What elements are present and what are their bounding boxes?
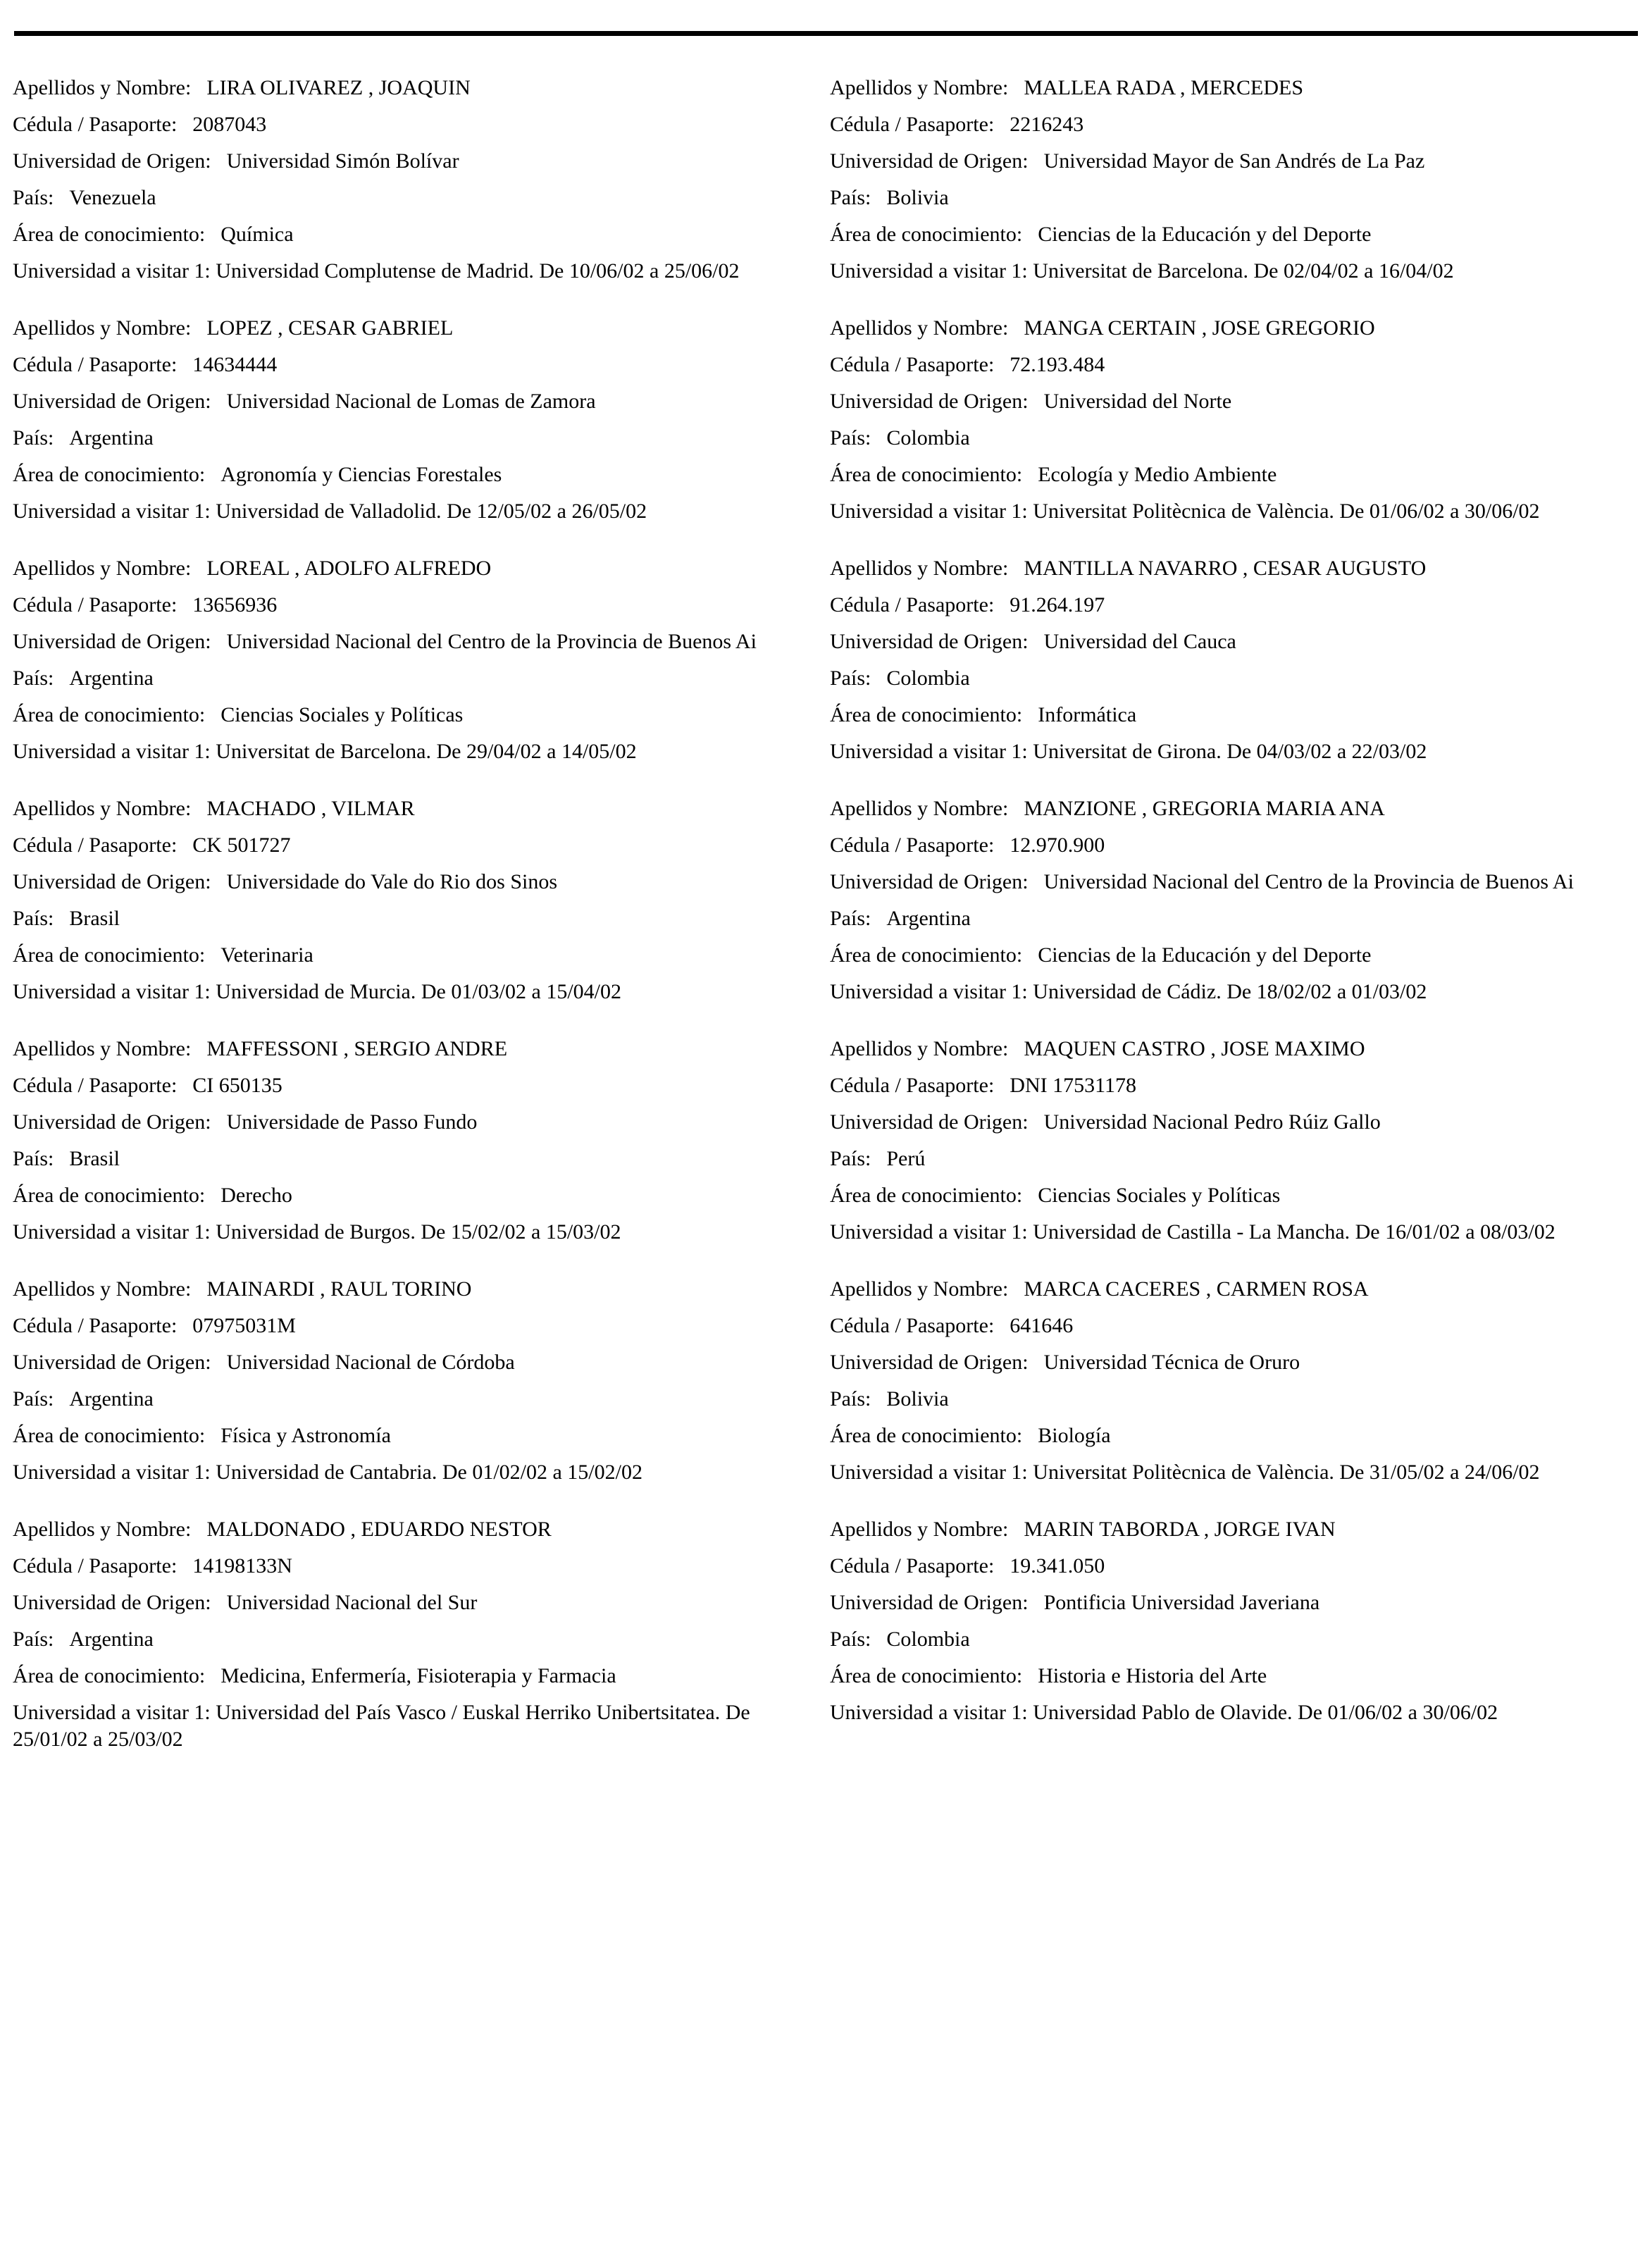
visit-field (13, 1459, 798, 1486)
student-record (830, 795, 1640, 1005)
id-field (830, 832, 1640, 859)
origin-value: Universidad Nacional del Centro de la Provincia de Buenos Ai (226, 630, 757, 653)
origin-value: Universidad Nacional de Lomas de Zamora (226, 390, 596, 413)
name-field (13, 75, 823, 101)
area-field (830, 221, 1640, 248)
visit-label: Universidad a visitar 1: (830, 1220, 1028, 1244)
country-label: País: (13, 426, 54, 450)
origin-value: Pontificia Universidad Javeriana (1043, 1591, 1320, 1614)
student-record (13, 75, 823, 285)
name-value: MANZIONE , GREGORIA MARIA ANA (1024, 797, 1385, 820)
visit-label: Universidad a visitar 1: (830, 500, 1028, 523)
visit-field (13, 738, 798, 765)
country-label: País: (830, 907, 871, 930)
origin-label: Universidad de Origen: (13, 390, 211, 413)
area-value: Ecología y Medio Ambiente (1038, 463, 1277, 486)
name-field (13, 1276, 823, 1303)
id-label: Cédula / Pasaporte: (13, 1554, 178, 1577)
origin-label: Universidad de Origen: (13, 630, 211, 653)
id-label: Cédula / Pasaporte: (830, 1314, 995, 1337)
origin-value: Universidad del Cauca (1043, 630, 1236, 653)
country-label: País: (830, 1147, 871, 1170)
origin-field (13, 1589, 823, 1616)
origin-field (13, 869, 823, 895)
visit-value: Universidad de Valladolid. De 12/05/02 a 26/05/02 (216, 500, 647, 523)
area-field (830, 702, 1640, 729)
origin-label: Universidad de Origen: (13, 870, 211, 893)
country-field (830, 1626, 1640, 1653)
country-value: Bolivia (886, 1387, 949, 1411)
name-value: MARCA CACERES , CARMEN ROSA (1024, 1277, 1369, 1301)
country-label: País: (13, 1387, 54, 1411)
id-label: Cédula / Pasaporte: (830, 593, 995, 616)
country-label: País: (13, 1628, 54, 1651)
id-field (830, 1072, 1640, 1099)
origin-value: Universidad del Norte (1043, 390, 1232, 413)
visit-label: Universidad a visitar 1: (13, 259, 211, 283)
visit-field (13, 498, 798, 525)
country-field (830, 185, 1640, 211)
country-value: Argentina (69, 1387, 154, 1411)
visit-value: Universitat Politècnica de València. De 01/06/02 a 30/06/02 (1033, 500, 1540, 523)
name-label: Apellidos y Nombre: (830, 797, 1009, 820)
visit-label: Universidad a visitar 1: (830, 740, 1028, 763)
origin-value: Universidad Nacional del Sur (226, 1591, 478, 1614)
area-value: Veterinaria (221, 943, 313, 967)
origin-label: Universidad de Origen: (830, 630, 1029, 653)
id-field (13, 1313, 823, 1339)
country-value: Perú (886, 1147, 926, 1170)
visit-label: Universidad a visitar 1: (830, 1461, 1028, 1484)
student-record (830, 75, 1640, 285)
area-label: Área de conocimiento: (13, 1184, 206, 1207)
country-field (830, 425, 1640, 452)
name-field (830, 75, 1640, 101)
name-value: MALLEA RADA , MERCEDES (1024, 76, 1304, 99)
area-label: Área de conocimiento: (830, 1664, 1023, 1687)
country-value: Brasil (69, 907, 120, 930)
name-label: Apellidos y Nombre: (830, 316, 1009, 340)
visit-value: Universitat de Barcelona. De 29/04/02 a 14/05/02 (216, 740, 637, 763)
country-value: Venezuela (69, 186, 156, 209)
origin-field (13, 1349, 823, 1376)
country-label: País: (13, 907, 54, 930)
id-value: CI 650135 (192, 1074, 282, 1097)
left-column (13, 75, 823, 1783)
country-label: País: (13, 667, 54, 690)
name-label: Apellidos y Nombre: (13, 1277, 192, 1301)
origin-value: Universidad Técnica de Oruro (1043, 1351, 1300, 1374)
origin-value: Universidad Nacional del Centro de la Provincia de Buenos Ai (1043, 870, 1574, 893)
student-record (13, 555, 823, 765)
area-label: Área de conocimiento: (13, 703, 206, 726)
name-field (13, 315, 823, 342)
visit-field (830, 979, 1615, 1005)
id-value: 13656936 (192, 593, 278, 616)
country-value: Colombia (886, 667, 970, 690)
visit-value: Universidad de Castilla - La Mancha. De 16/01/02 a 08/03/02 (1033, 1220, 1555, 1244)
visit-label: Universidad a visitar 1: (830, 259, 1028, 283)
area-label: Área de conocimiento: (830, 223, 1023, 246)
country-value: Brasil (69, 1147, 120, 1170)
id-field (13, 352, 823, 378)
origin-label: Universidad de Origen: (13, 149, 211, 173)
visit-field (13, 258, 798, 285)
origin-label: Universidad de Origen: (830, 1591, 1029, 1614)
visit-value: Universitat de Girona. De 04/03/02 a 22/03/02 (1033, 740, 1427, 763)
area-label: Área de conocimiento: (13, 463, 206, 486)
id-field (830, 111, 1640, 138)
area-value: Física y Astronomía (221, 1424, 391, 1447)
student-record (830, 1516, 1640, 1726)
area-label: Área de conocimiento: (13, 1424, 206, 1447)
name-value: MAINARDI , RAUL TORINO (206, 1277, 472, 1301)
id-label: Cédula / Pasaporte: (830, 113, 995, 136)
name-field (13, 555, 823, 582)
visit-label: Universidad a visitar 1: (830, 980, 1028, 1003)
area-field (830, 461, 1640, 488)
area-value: Ciencias Sociales y Políticas (221, 703, 464, 726)
id-value: 14198133N (192, 1554, 292, 1577)
origin-label: Universidad de Origen: (830, 1351, 1029, 1374)
name-value: MACHADO , VILMAR (206, 797, 415, 820)
name-value: MARIN TABORDA , JORGE IVAN (1024, 1518, 1336, 1541)
student-record (13, 1276, 823, 1486)
area-label: Área de conocimiento: (13, 1664, 206, 1687)
origin-field (830, 388, 1640, 415)
visit-label: Universidad a visitar 1: (13, 980, 211, 1003)
name-label: Apellidos y Nombre: (830, 1277, 1009, 1301)
name-value: MALDONADO , EDUARDO NESTOR (206, 1518, 552, 1541)
area-value: Historia e Historia del Arte (1038, 1664, 1267, 1687)
country-field (830, 1386, 1640, 1413)
country-value: Argentina (69, 426, 154, 450)
visit-value: Universidad de Burgos. De 15/02/02 a 15/03/02 (216, 1220, 621, 1244)
id-label: Cédula / Pasaporte: (830, 1554, 995, 1577)
visit-field (13, 1219, 798, 1246)
name-field (830, 795, 1640, 822)
right-column (830, 75, 1640, 1756)
country-field (13, 1146, 823, 1172)
visit-field (830, 258, 1615, 285)
origin-label: Universidad de Origen: (13, 1110, 211, 1134)
id-field (13, 1553, 823, 1580)
country-label: País: (830, 426, 871, 450)
area-value: Ciencias de la Educación y del Deporte (1038, 223, 1372, 246)
visit-value: Universidad Pablo de Olavide. De 01/06/02 a 30/06/02 (1033, 1701, 1498, 1724)
country-field (13, 1626, 823, 1653)
area-field (830, 1422, 1640, 1449)
country-value: Bolivia (886, 186, 949, 209)
area-value: Química (221, 223, 294, 246)
visit-field (13, 979, 798, 1005)
country-label: País: (13, 1147, 54, 1170)
visit-value: Universidad Complutense de Madrid. De 10/06/02 a 25/06/02 (216, 259, 740, 283)
country-field (13, 425, 823, 452)
country-value: Colombia (886, 426, 970, 450)
id-value: 19.341.050 (1010, 1554, 1105, 1577)
id-label: Cédula / Pasaporte: (830, 833, 995, 857)
area-label: Área de conocimiento: (13, 943, 206, 967)
top-rule (14, 31, 1638, 36)
id-label: Cédula / Pasaporte: (13, 1314, 178, 1337)
visit-value: Universidad de Cantabria. De 01/02/02 a 15/02/02 (216, 1461, 642, 1484)
origin-value: Universidade de Passo Fundo (226, 1110, 478, 1134)
name-label: Apellidos y Nombre: (13, 316, 192, 340)
id-value: 07975031M (192, 1314, 296, 1337)
area-label: Área de conocimiento: (830, 703, 1023, 726)
country-field (13, 185, 823, 211)
name-value: MAFFESSONI , SERGIO ANDRE (206, 1037, 508, 1060)
area-field (13, 1422, 823, 1449)
id-value: 641646 (1010, 1314, 1074, 1337)
student-record (13, 795, 823, 1005)
origin-field (13, 1109, 823, 1136)
id-label: Cédula / Pasaporte: (13, 353, 178, 376)
name-field (13, 1516, 823, 1543)
area-field (830, 942, 1640, 969)
name-label: Apellidos y Nombre: (830, 1037, 1009, 1060)
name-label: Apellidos y Nombre: (13, 797, 192, 820)
country-value: Colombia (886, 1628, 970, 1651)
country-label: País: (830, 186, 871, 209)
area-label: Área de conocimiento: (830, 943, 1023, 967)
visit-field (830, 498, 1615, 525)
area-value: Biología (1038, 1424, 1111, 1447)
country-field (13, 905, 823, 932)
country-value: Argentina (69, 1628, 154, 1651)
country-label: País: (830, 1387, 871, 1411)
origin-label: Universidad de Origen: (830, 390, 1029, 413)
origin-value: Universidade do Vale do Rio dos Sinos (226, 870, 558, 893)
area-field (13, 702, 823, 729)
country-label: País: (830, 1628, 871, 1651)
area-label: Área de conocimiento: (830, 463, 1023, 486)
visit-value: Universidad de Cádiz. De 18/02/02 a 01/03/02 (1033, 980, 1427, 1003)
origin-field (830, 869, 1640, 895)
visit-label: Universidad a visitar 1: (13, 1701, 211, 1724)
origin-value: Universidad Nacional Pedro Rúiz Gallo (1043, 1110, 1381, 1134)
id-value: CK 501727 (192, 833, 291, 857)
origin-value: Universidad Simón Bolívar (226, 149, 459, 173)
name-value: MAQUEN CASTRO , JOSE MAXIMO (1024, 1037, 1365, 1060)
student-record (830, 1276, 1640, 1486)
visit-value: Universidad de Murcia. De 01/03/02 a 15/04/02 (216, 980, 621, 1003)
student-record (13, 1516, 823, 1753)
country-field (13, 665, 823, 692)
name-label: Apellidos y Nombre: (830, 557, 1009, 580)
name-value: LOPEZ , CESAR GABRIEL (206, 316, 454, 340)
visit-field (830, 1459, 1615, 1486)
area-field (830, 1663, 1640, 1690)
origin-value: Universidad Mayor de San Andrés de La Paz (1043, 149, 1425, 173)
origin-field (830, 148, 1640, 175)
name-label: Apellidos y Nombre: (830, 1518, 1009, 1541)
student-record (13, 1036, 823, 1246)
id-field (830, 592, 1640, 619)
visit-label: Universidad a visitar 1: (13, 1461, 211, 1484)
name-field (830, 1276, 1640, 1303)
area-field (13, 461, 823, 488)
origin-field (830, 1109, 1640, 1136)
id-field (13, 832, 823, 859)
id-label: Cédula / Pasaporte: (830, 353, 995, 376)
origin-label: Universidad de Origen: (830, 870, 1029, 893)
name-value: LOREAL , ADOLFO ALFREDO (206, 557, 492, 580)
name-field (830, 555, 1640, 582)
origin-label: Universidad de Origen: (830, 149, 1029, 173)
name-value: LIRA OLIVAREZ , JOAQUIN (206, 76, 471, 99)
id-label: Cédula / Pasaporte: (13, 833, 178, 857)
id-label: Cédula / Pasaporte: (13, 593, 178, 616)
area-value: Medicina, Enfermería, Fisioterapia y Farmacia (221, 1664, 616, 1687)
origin-label: Universidad de Origen: (13, 1351, 211, 1374)
visit-label: Universidad a visitar 1: (13, 500, 211, 523)
country-value: Argentina (69, 667, 154, 690)
area-value: Agronomía y Ciencias Forestales (221, 463, 502, 486)
id-value: DNI 17531178 (1010, 1074, 1136, 1097)
origin-field (830, 1589, 1640, 1616)
country-field (13, 1386, 823, 1413)
country-value: Argentina (886, 907, 971, 930)
visit-field (830, 1219, 1615, 1246)
visit-field (13, 1699, 798, 1753)
area-field (13, 221, 823, 248)
area-value: Ciencias de la Educación y del Deporte (1038, 943, 1372, 967)
origin-field (13, 148, 823, 175)
origin-value: Universidad Nacional de Córdoba (226, 1351, 515, 1374)
visit-field (830, 1699, 1615, 1726)
area-value: Ciencias Sociales y Políticas (1038, 1184, 1281, 1207)
origin-field (830, 628, 1640, 655)
name-label: Apellidos y Nombre: (13, 557, 192, 580)
origin-label: Universidad de Origen: (13, 1591, 211, 1614)
name-label: Apellidos y Nombre: (830, 76, 1009, 99)
visit-label: Universidad a visitar 1: (830, 1701, 1028, 1724)
id-field (830, 1313, 1640, 1339)
id-label: Cédula / Pasaporte: (13, 1074, 178, 1097)
visit-value: Universitat de Barcelona. De 02/04/02 a 16/04/02 (1033, 259, 1454, 283)
name-field (830, 1036, 1640, 1062)
student-record (830, 1036, 1640, 1246)
visit-field (830, 738, 1615, 765)
country-field (830, 665, 1640, 692)
name-value: MANTILLA NAVARRO , CESAR AUGUSTO (1024, 557, 1427, 580)
name-label: Apellidos y Nombre: (13, 1518, 192, 1541)
visit-label: Universidad a visitar 1: (13, 740, 211, 763)
id-value: 72.193.484 (1010, 353, 1105, 376)
visit-value: Universitat Politècnica de València. De 31/05/02 a 24/06/02 (1033, 1461, 1540, 1484)
id-field (13, 592, 823, 619)
area-label: Área de conocimiento: (13, 223, 206, 246)
name-field (830, 1516, 1640, 1543)
name-field (13, 795, 823, 822)
name-label: Apellidos y Nombre: (13, 1037, 192, 1060)
name-label: Apellidos y Nombre: (13, 76, 192, 99)
id-label: Cédula / Pasaporte: (830, 1074, 995, 1097)
origin-field (13, 628, 823, 655)
area-label: Área de conocimiento: (830, 1424, 1023, 1447)
area-value: Informática (1038, 703, 1137, 726)
name-field (13, 1036, 823, 1062)
visit-label: Universidad a visitar 1: (13, 1220, 211, 1244)
id-value: 12.970.900 (1010, 833, 1105, 857)
area-field (13, 1663, 823, 1690)
country-label: País: (13, 186, 54, 209)
area-label: Área de conocimiento: (830, 1184, 1023, 1207)
id-value: 2087043 (192, 113, 267, 136)
area-field (13, 1182, 823, 1209)
country-field (830, 1146, 1640, 1172)
id-value: 2216243 (1010, 113, 1084, 136)
id-label: Cédula / Pasaporte: (13, 113, 178, 136)
origin-label: Universidad de Origen: (830, 1110, 1029, 1134)
country-field (830, 905, 1640, 932)
name-field (830, 315, 1640, 342)
student-record (830, 315, 1640, 525)
origin-field (13, 388, 823, 415)
visit-value: Universidad del País Vasco / Euskal Herriko Unibertsitatea. De 25/01/02 a 25/03/02 (13, 1701, 750, 1751)
id-value: 91.264.197 (1010, 593, 1105, 616)
area-value: Derecho (221, 1184, 292, 1207)
id-field (830, 352, 1640, 378)
id-value: 14634444 (192, 353, 278, 376)
id-field (13, 1072, 823, 1099)
id-field (13, 111, 823, 138)
name-value: MANGA CERTAIN , JOSE GREGORIO (1024, 316, 1375, 340)
origin-field (830, 1349, 1640, 1376)
area-field (13, 942, 823, 969)
student-record (13, 315, 823, 525)
area-field (830, 1182, 1640, 1209)
id-field (830, 1553, 1640, 1580)
student-record (830, 555, 1640, 765)
country-label: País: (830, 667, 871, 690)
